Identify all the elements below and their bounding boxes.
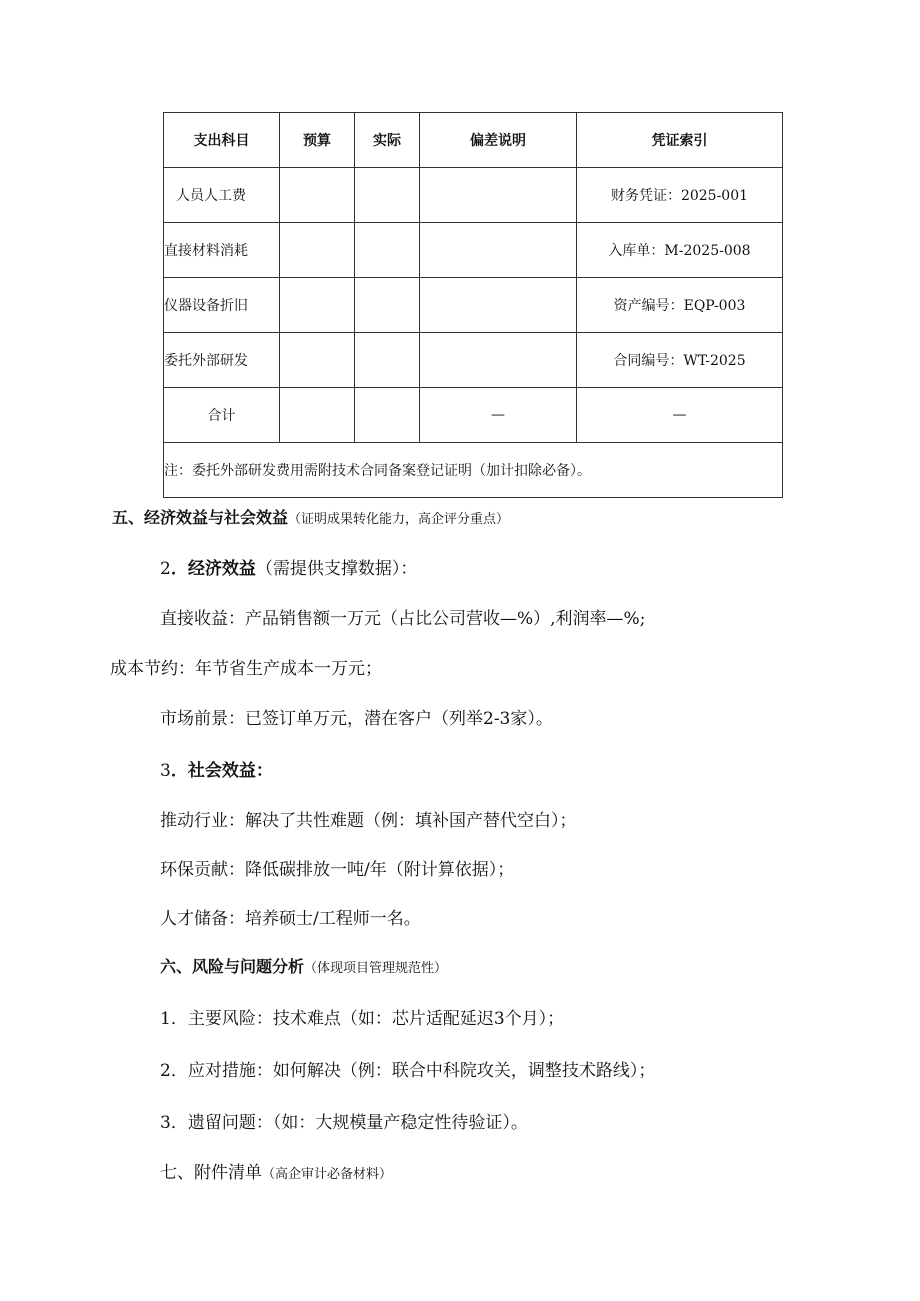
row-budget — [280, 278, 355, 333]
econ-title: ．经济效益 — [170, 559, 256, 579]
social-line-2: 环保贡献：降低碳排放一吨/年（附计算依据）； — [160, 860, 515, 880]
econ-heading — [160, 554, 417, 579]
header-budget: 预算 — [280, 113, 355, 168]
row-actual — [355, 333, 420, 388]
social-heading — [160, 756, 273, 781]
section5-heading — [112, 505, 509, 528]
row-deviation — [420, 223, 577, 278]
table-row — [164, 333, 783, 388]
table-row — [164, 168, 783, 223]
row-subject: 委托外部研发 — [164, 333, 280, 388]
row-voucher: 财务凭证：2025-001 — [577, 168, 783, 223]
total-voucher: — — [577, 388, 783, 443]
row-budget — [280, 168, 355, 223]
social-line-3: 人才储备：培养硕士/工程师一名。 — [160, 909, 421, 929]
section6-title: 六、风险与问题分析 — [160, 957, 305, 976]
row-budget — [280, 223, 355, 278]
econ-num: 2 — [160, 559, 171, 579]
expense-table — [163, 112, 783, 498]
risk-text: ．遗留问题：（如：大规模量产稳定性待验证）。 — [170, 1113, 528, 1133]
row-actual — [355, 168, 420, 223]
list-item — [160, 1004, 564, 1029]
section6-subtitle: （体现项目管理规范性） — [304, 961, 448, 976]
row-subject: 仪器设备折旧 — [164, 278, 280, 333]
total-actual — [355, 388, 420, 443]
econ-suffix: （需提供支撑数据）： — [255, 559, 418, 579]
header-actual: 实际 — [355, 113, 420, 168]
header-voucher: 凭证索引 — [577, 113, 783, 168]
row-deviation — [420, 278, 577, 333]
econ-line-1: 直接收益：产品销售额一万元（占比公司营收—%）,利润率—%; — [160, 609, 646, 629]
table-note: 注：委托外部研发费用需附技术合同备案登记证明（加计扣除必备）。 — [164, 443, 783, 498]
social-line-1: 推动行业：解决了共性难题（例：填补国产替代空白）； — [160, 811, 577, 831]
table-row — [164, 278, 783, 333]
row-subject: 人员人工费 — [164, 168, 280, 223]
total-budget — [280, 388, 355, 443]
section7-heading — [160, 1158, 392, 1183]
row-subject: 直接材料消耗 — [164, 223, 280, 278]
row-voucher: 资产编号：EQP-003 — [577, 278, 783, 333]
header-deviation: 偏差说明 — [420, 113, 577, 168]
econ-line-3: 市场前景：已签订单万元，潜在客户（列举2-3家）。 — [160, 709, 553, 729]
header-subject: 支出科目 — [164, 113, 280, 168]
section6-heading — [160, 954, 447, 977]
list-item — [160, 1056, 655, 1081]
section5-title: 五、经济效益与社会效益 — [112, 508, 289, 527]
list-item — [160, 1108, 528, 1133]
row-deviation — [420, 333, 577, 388]
social-num: 3 — [160, 761, 171, 781]
social-title: ．社会效益： — [170, 761, 273, 781]
row-actual — [355, 223, 420, 278]
table-row — [164, 223, 783, 278]
table-note-row — [164, 443, 783, 498]
table-header-row — [164, 113, 783, 168]
risk-num: 1 — [160, 1009, 171, 1029]
row-budget — [280, 333, 355, 388]
risk-text: ．主要风险：技术难点（如：芯片适配延迟3个月）； — [170, 1009, 565, 1029]
row-actual — [355, 278, 420, 333]
row-deviation — [420, 168, 577, 223]
total-deviation: — — [420, 388, 577, 443]
table-total-row — [164, 388, 783, 443]
econ-line-2: 成本节约：年节省生产成本一万元； — [110, 659, 382, 679]
row-voucher: 合同编号：WT-2025 — [577, 333, 783, 388]
row-voucher: 入库单：M-2025-008 — [577, 223, 783, 278]
section7-subtitle: （高企审计必备材料） — [262, 1167, 393, 1182]
risk-text: ．应对措施：如何解决（例：联合中科院攻关，调整技术路线）； — [170, 1061, 656, 1081]
total-label: 合计 — [164, 388, 280, 443]
risk-num: 2 — [160, 1061, 171, 1081]
risk-num: 3 — [160, 1113, 171, 1133]
section5-subtitle: （证明成果转化能力，高企评分重点） — [288, 512, 510, 527]
section7-title: 七、附件清单 — [160, 1163, 262, 1183]
